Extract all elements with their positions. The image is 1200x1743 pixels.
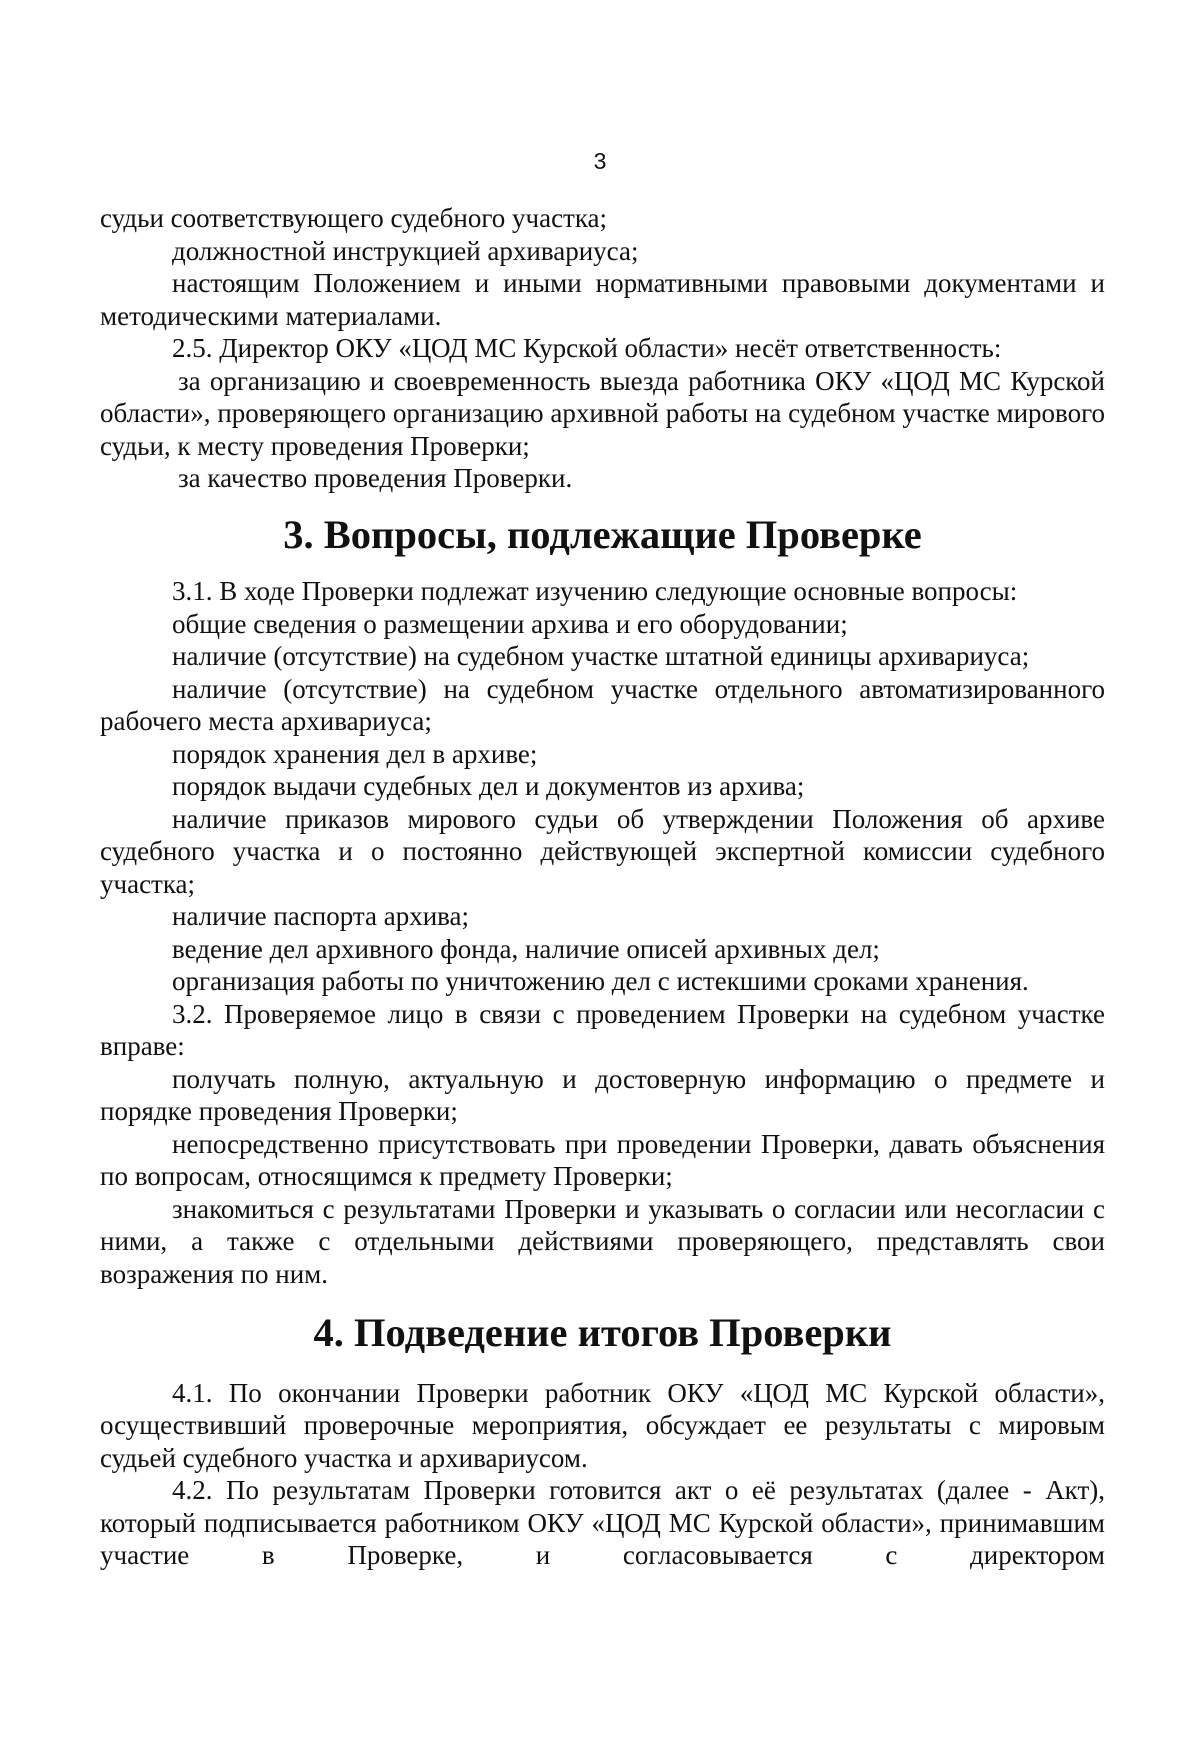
paragraph: 4.1. По окончании Проверки работник ОКУ «ЦОД МС Курской области», осуществивший проверочные мероприятия, обсуждает ее результаты с мировым судьей судебного участка и архивариусом. bbox=[100, 1377, 1105, 1473]
paragraph: непосредственно присутствовать при проведении Проверки, давать объяснения по вопросам, относящимся к предмету Проверки; bbox=[100, 1128, 1105, 1191]
paragraph: за качество проведения Проверки. bbox=[178, 463, 573, 493]
paragraph: наличие паспорта архива; bbox=[172, 901, 470, 931]
paragraph: должностной инструкцией архивариуса; bbox=[172, 235, 639, 266]
paragraph: 2.5. Директор ОКУ «ЦОД МС Курской области» несёт ответственность: bbox=[172, 333, 1002, 363]
page-number: 3 bbox=[593, 148, 607, 174]
section-heading-3: 3. Вопросы, подлежащие Проверке bbox=[283, 511, 922, 557]
paragraph: судьи соответствующего судебного участка; bbox=[100, 203, 608, 233]
paragraph: общие сведения о размещении архива и его оборудовании; bbox=[172, 608, 848, 639]
paragraph: наличие (отсутствие) на судебном участке отдельного автоматизированного рабочего места архивариуса; bbox=[100, 673, 1105, 736]
paragraph: получать полную, актуальную и достоверную информацию о предмете и порядке проведения Проверки; bbox=[100, 1063, 1105, 1126]
paragraph: за организацию и своевременность выезда работника ОКУ «ЦОД МС Курской области», проверяющего организацию архивной работы на судебном участке мирового судьи, к месту проведения Проверки; bbox=[100, 365, 1105, 461]
paragraph: настоящим Положением и иными нормативными правовыми документами и методическими материалами. bbox=[100, 268, 1105, 331]
section-heading-4: 4. Подведение итогов Проверки bbox=[313, 1310, 892, 1355]
paragraph: организация работы по уничтожению дел с истекшими сроками хранения. bbox=[172, 966, 1029, 996]
paragraph: порядок хранения дел в архиве; bbox=[172, 738, 538, 769]
paragraph: порядок выдачи судебных дел и документов из архива; bbox=[172, 771, 805, 801]
paragraph: наличие (отсутствие) на судебном участке штатной единицы архивариуса; bbox=[172, 641, 1030, 671]
paragraph: 3.2. Проверяемое лицо в связи с проведением Проверки на судебном участке вправе: bbox=[100, 998, 1105, 1061]
paragraph: ведение дел архивного фонда, наличие описей архивных дел; bbox=[172, 933, 880, 964]
paragraph: 3.1. В ходе Проверки подлежат изучению следующие основные вопросы: bbox=[172, 576, 1018, 606]
paragraph: знакомиться с результатами Проверки и указывать о согласии или несогласии с ними, а также с отдельными действиями проверяющего, представлять свои возражения по ним. bbox=[100, 1193, 1105, 1289]
document-body bbox=[100, 202, 1105, 1572]
paragraph: наличие приказов мирового судьи об утверждении Положения об архиве судебного участка и о постоянно действующей экспертной комиссии судебного участка; bbox=[100, 803, 1105, 899]
paragraph: 4.2. По результатам Проверки готовится акт о её результатах (далее - Акт), который подписывается работником ОКУ «ЦОД МС Курской области», принимавшим участие в Проверке, и согласовывается с директором bbox=[100, 1475, 1105, 1570]
